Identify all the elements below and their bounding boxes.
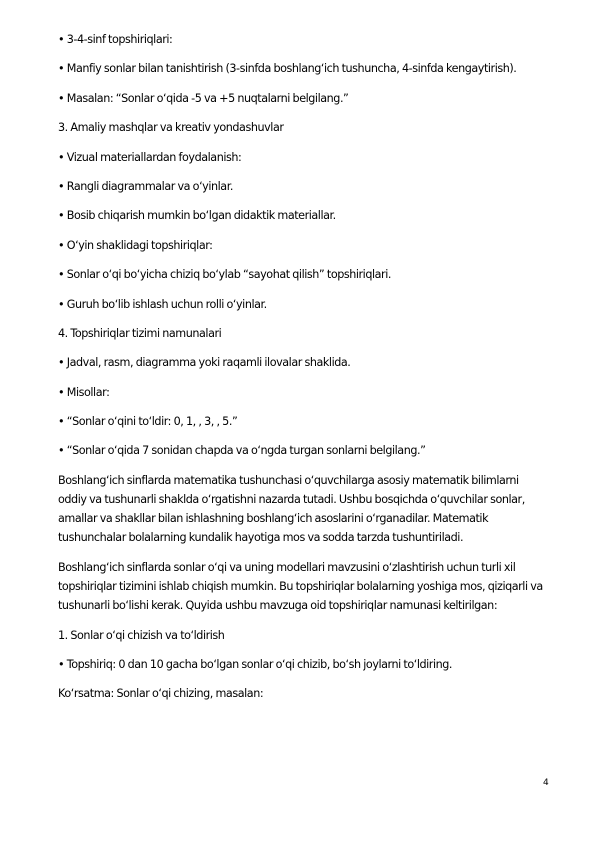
list-item-mark-neighbors-of-seven: • “Sonlar o‘qida 7 sonidan chapda va o‘ngda turgan sonlarni belgilang.” [58,444,426,458]
page-number: 4 [543,778,549,788]
body-paragraph-math-concepts: Boshlang‘ich sinflarda matematika tushunchasi o‘quvchilarga asosiy matematik bilimlarni oddiy va tushunarli shaklda o‘rgatishni nazarda tutadi. Ushbu bosqichda o‘quvchilar sonlar, amallar va shakllar bilan ishlashning boshlang‘ich asoslarini o‘rganadilar. Matematik tushunchalar bolalarning kundalik hayotiga mos va sodda tarzda tushuntiriladi. [58,473,525,545]
list-item-colored-diagrams: • Rangli diagrammalar va o‘yinlar. [58,179,233,193]
list-item-example-mark-points: • Masalan: “Sonlar o‘qida -5 va +5 nuqtalarni belgilang.” [58,91,349,105]
body-paragraph-task-system: Boshlang‘ich sinflarda sonlar o‘qi va uning modellari mavzusini o‘zlashtirish uchun turli xil topshiriqlar tizimini ishlab chiqish mumkin. Bu topshiriqlar bolalarning yoshiga mos, qiziqarli va tushunarli bo‘lishi kerak. Quyida ushbu mavzuga oid topshiriqlar namunasi keltirilgan: [58,560,543,613]
section-heading-task-samples: 4. Topshiriqlar tizimi namunalari [58,326,222,340]
list-item-game-tasks: • O‘yin shaklidagi topshiriqlar: [58,238,213,252]
list-item-fill-number-line: • “Sonlar o‘qini to‘ldir: 0, 1, , 3, , 5.” [58,415,238,429]
list-item-grade-3-4-tasks: • 3-4-sinf topshiriqlari: [58,33,173,46]
page-content [58,30,548,714]
list-item-visual-materials: • Vizual materiallardan foydalanish: [58,150,242,164]
list-item-task-draw-0-10: • Topshiriq: 0 dan 10 gacha bo‘lgan sonlar o‘qi chizib, bo‘sh joylarni to‘ldiring. [58,658,453,672]
body-paragraph-instruction: Ko‘rsatma: Sonlar o‘qi chizing, masalan: [58,687,264,701]
list-item-negative-numbers: • Manfiy sonlar bilan tanishtirish (3-sinfda boshlang‘ich tushuncha, 4-sinfda kengaytirish). [58,62,517,76]
list-item-examples: • Misollar: [58,385,110,399]
section-heading-practical-exercises: 3. Amaliy mashqlar va kreativ yondashuvlar [58,121,284,135]
list-item-printable-materials: • Bosib chiqarish mumkin bo‘lgan didaktik materiallar. [58,209,336,223]
list-item-role-games: • Guruh bo‘lib ishlash uchun rolli o‘yinlar. [58,297,267,311]
section-heading-draw-number-line: 1. Sonlar o‘qi chizish va to‘ldirish [58,628,225,642]
list-item-formats: • Jadval, rasm, diagramma yoki raqamli ilovalar shaklida. [58,356,351,370]
list-item-number-line-travel: • Sonlar o‘qi bo‘yicha chiziq bo‘ylab “sayohat qilish” topshiriqlari. [58,268,391,282]
